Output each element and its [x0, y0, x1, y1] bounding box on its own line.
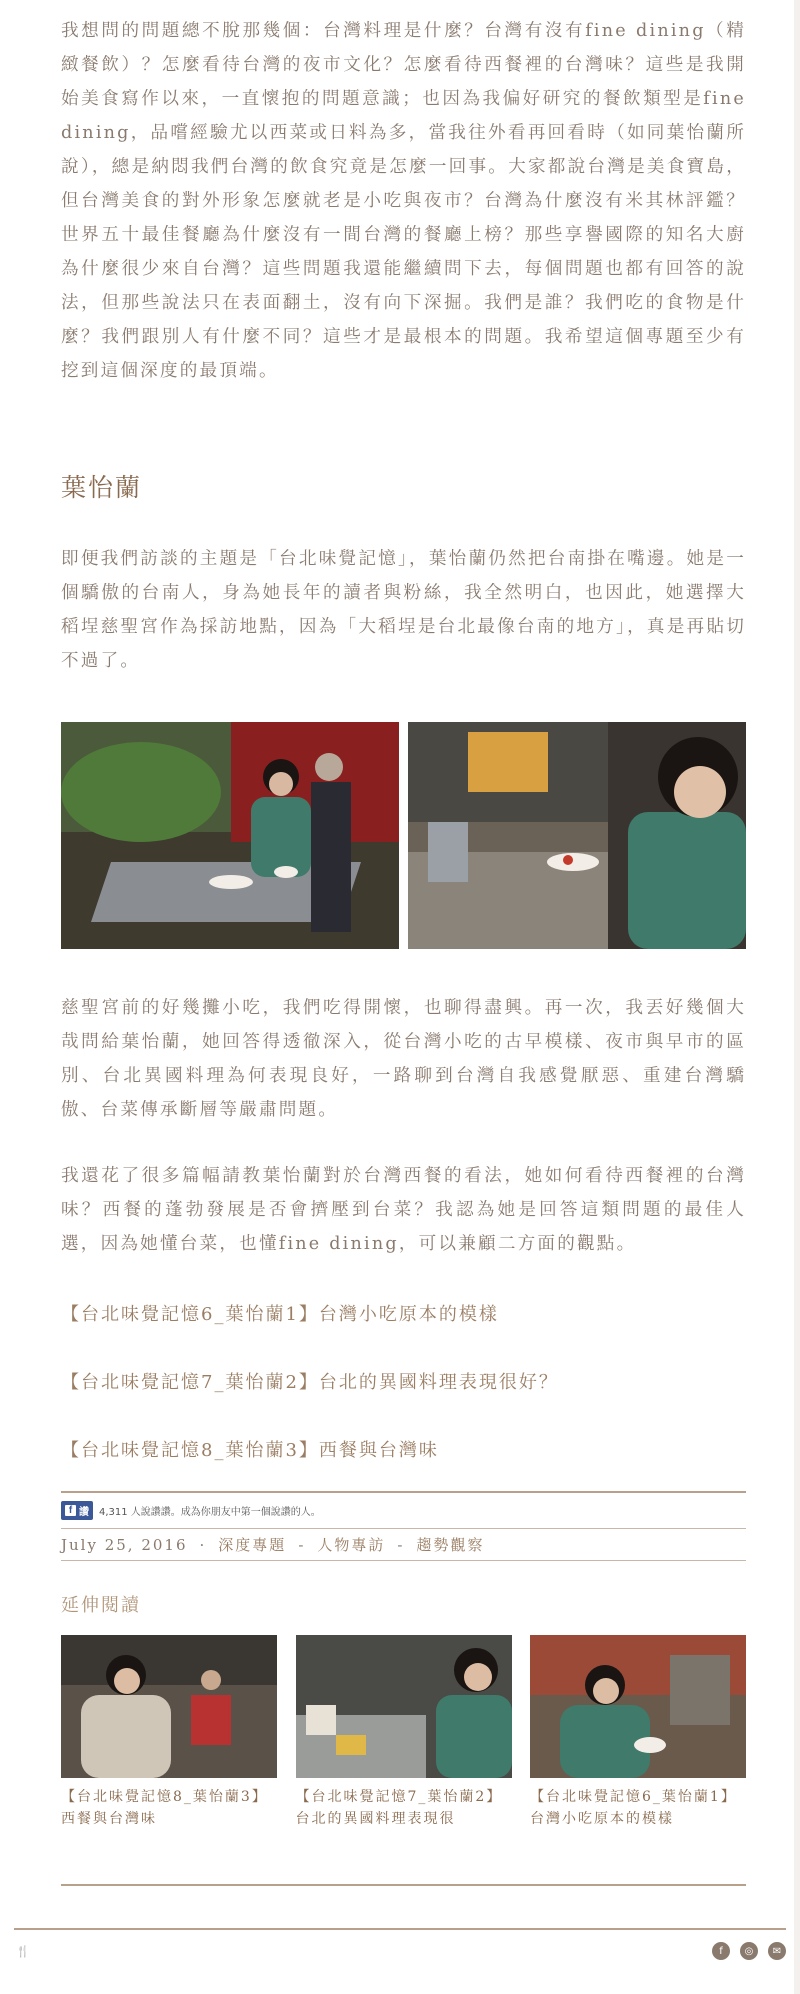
- related-caption[interactable]: 【台北味覺記憶7_葉怡蘭2】台北的異國料理表現很: [295, 1789, 503, 1827]
- related-thumbnail[interactable]: [61, 1635, 277, 1778]
- related-posts: [61, 1635, 746, 1830]
- article-photo-right: [408, 722, 746, 949]
- series-links: [61, 1285, 746, 1489]
- post-date: July 25, 2016: [61, 1535, 188, 1554]
- related-card[interactable]: [530, 1635, 746, 1830]
- meta-dash: -: [397, 1535, 405, 1554]
- photo-row: [61, 722, 746, 949]
- footer-divider: [14, 1928, 786, 1930]
- series-link[interactable]: 【台北味覺記憶6_葉怡蘭1】台灣小吃原本的模樣: [61, 1304, 499, 1325]
- category-link-deep[interactable]: 深度專題: [218, 1536, 287, 1554]
- section-heading: 葉怡蘭: [61, 473, 143, 502]
- mail-icon[interactable]: ✉: [768, 1942, 786, 1960]
- instagram-icon[interactable]: ◎: [740, 1942, 758, 1960]
- category-link-trend[interactable]: 趨勢觀察: [416, 1536, 485, 1554]
- category-link-interview[interactable]: 人物專訪: [317, 1536, 386, 1554]
- related-card[interactable]: [61, 1635, 277, 1830]
- related-title: 延伸閱讀: [61, 1595, 141, 1616]
- facebook-icon: f: [65, 1505, 76, 1516]
- meta-dash: -: [298, 1535, 306, 1554]
- facebook-icon[interactable]: f: [712, 1942, 730, 1960]
- article-photo-left: [61, 722, 399, 949]
- like-label: 讚: [79, 1507, 89, 1518]
- like-count-text: 4,311 人說讚讚。成為你朋友中第一個說讚的人。: [99, 1507, 321, 1518]
- facebook-like-button[interactable]: [61, 1501, 93, 1520]
- related-thumbnail[interactable]: [296, 1635, 512, 1778]
- series-link[interactable]: 【台北味覺記憶8_葉怡蘭3】西餐與台灣味: [61, 1440, 439, 1461]
- meta-separator: ·: [199, 1535, 207, 1554]
- article-paragraph: 慈聖宮前的好幾攤小吃，我們吃得開懷，也聊得盡興。再一次，我丟好幾個大哉問給葉怡蘭，她回答得透徹深入，從台灣小吃的古早模樣、夜市與早市的區別、台北異國料理為何表現良好，一路聊到台灣自我感覺厭惡、重建台灣驕傲、台菜傳承斷層等嚴肅問題。: [61, 998, 746, 1120]
- divider: [61, 1884, 746, 1886]
- post-meta: [61, 1529, 746, 1561]
- related-caption[interactable]: 【台北味覺記憶8_葉怡蘭3】西餐與台灣味: [61, 1789, 268, 1827]
- article-paragraph: 我還花了很多篇幅請教葉怡蘭對於台灣西餐的看法，她如何看待西餐裡的台灣味？西餐的蓬勃發展是否會擠壓到台菜？我認為她是回答這類問題的最佳人選，因為她懂台菜，也懂fine dining，可以兼顧二方面的觀點。: [61, 1166, 746, 1254]
- article-paragraph: 我想問的問題總不脫那幾個：台灣料理是什麼？台灣有沒有fine dining（精緻餐飲）？怎麼看待台灣的夜市文化？怎麼看待西餐裡的台灣味？這些是我開始美食寫作以來，一直懷抱的問題意識；也因為我偏好研究的餐飲類型是fine dining，品嚐經驗尤以西菜或日料為多，當我往外看再回看時（如同葉怡蘭所說），總是納悶我們台灣的飲食究竟是怎麼一回事。大家都說台灣是美食寶島，但台灣美食的對外形象怎麼就老是小吃與夜市？台灣為什麼沒有米其林評鑑？世界五十最佳餐廳為什麼沒有一間台灣的餐廳上榜？那些享譽國際的知名大廚為什麼很少來自台灣？這些問題我還能繼續問下去，每個問題也都有回答的說法，但那些說法只在表面翻土，沒有向下深掘。我們是誰？我們吃的食物是什麼？我們跟別人有什麼不同？這些才是最根本的問題。我希望這個專題至少有挖到這個深度的最頂端。: [61, 21, 746, 381]
- related-card[interactable]: [296, 1635, 512, 1830]
- scrollbar-track[interactable]: [794, 0, 800, 1994]
- series-link[interactable]: 【台北味覺記憶7_葉怡蘭2】台北的異國料理表現很好？: [61, 1372, 559, 1393]
- social-links: [712, 1942, 786, 1960]
- site-logo-icon[interactable]: 🍴: [16, 1945, 30, 1958]
- related-thumbnail[interactable]: [530, 1635, 746, 1778]
- article-paragraph: 即便我們訪談的主題是「台北味覺記憶」，葉怡蘭仍然把台南掛在嘴邊。她是一個驕傲的台南人，身為她長年的讀者與粉絲，我全然明白，也因此，她選擇大稻埕慈聖宮作為採訪地點，因為「大稻埕是台北最像台南的地方」，真是再貼切不過了。: [61, 549, 746, 671]
- article-content: [61, 14, 746, 1830]
- related-caption[interactable]: 【台北味覺記憶6_葉怡蘭1】台灣小吃原本的模樣: [530, 1789, 737, 1827]
- facebook-like-bar: [61, 1491, 746, 1529]
